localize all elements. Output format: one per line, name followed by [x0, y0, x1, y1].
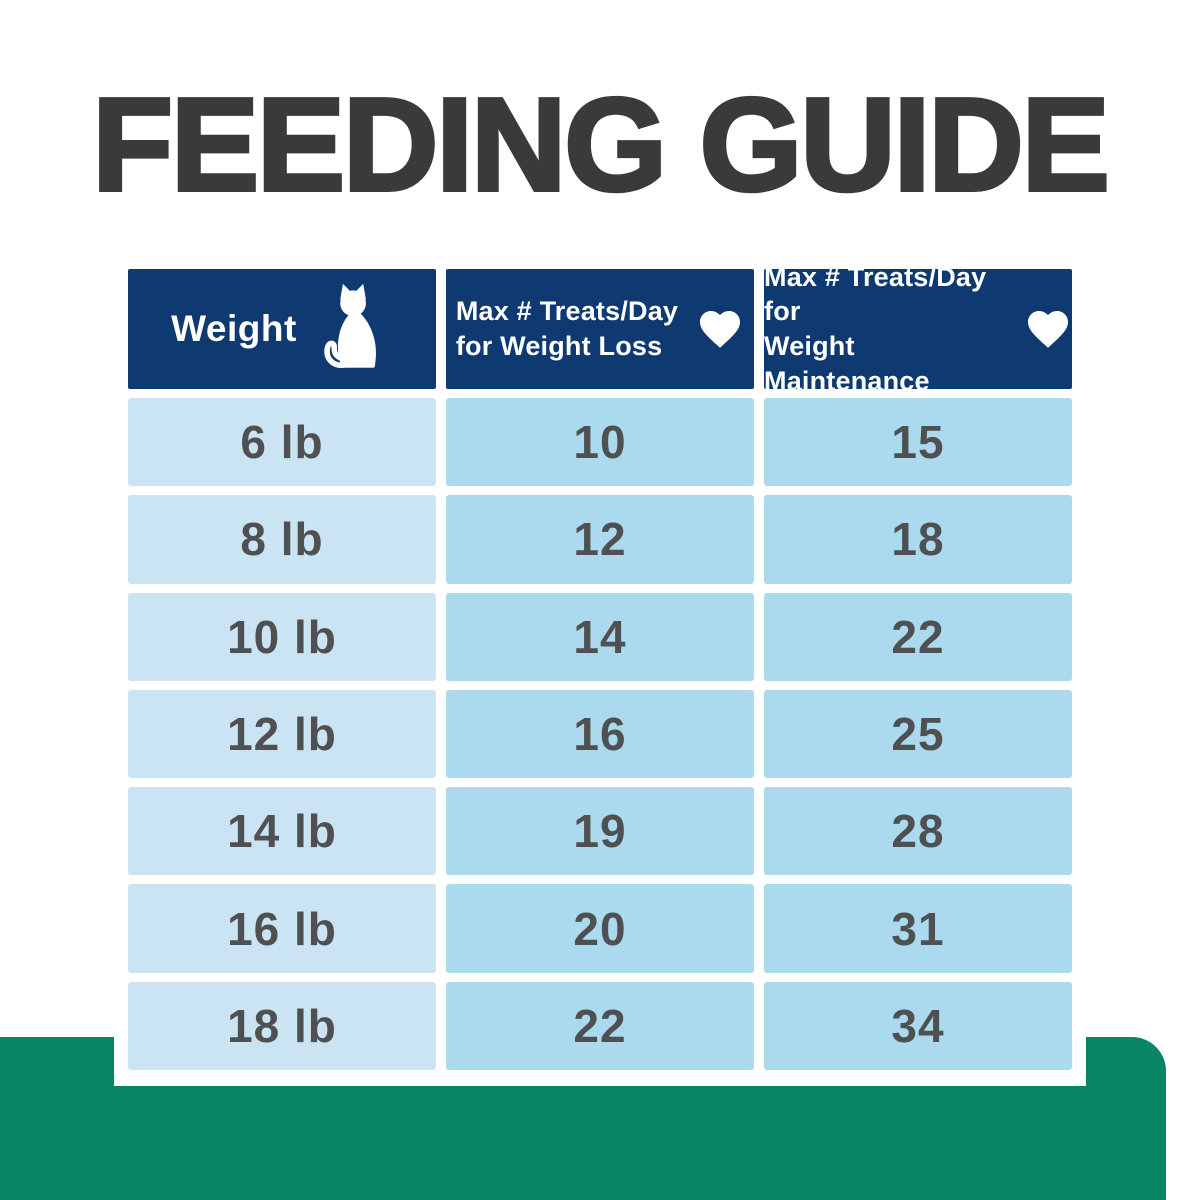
page-title: FEEDING GUIDE	[92, 71, 1108, 218]
weight-loss-cell: 12	[446, 495, 754, 583]
weight-loss-cell: 16	[446, 690, 754, 778]
header-cell-weight-loss	[446, 269, 754, 389]
weight-loss-cell: 20	[446, 884, 754, 972]
header-weight-label: Weight	[171, 308, 297, 349]
weight-cell: 18 lb	[128, 982, 436, 1070]
weight-cell: 16 lb	[128, 884, 436, 972]
weight-maintenance-cell: 22	[764, 593, 1072, 681]
weight-loss-cell: 14	[446, 593, 754, 681]
header-cell-weight	[128, 269, 436, 389]
header-weight-loss-label: Max # Treats/Day for Weight Loss	[455, 296, 679, 361]
feeding-guide-card	[114, 256, 1086, 1086]
weight-maintenance-cell: 31	[764, 884, 1072, 972]
weight-cell: 6 lb	[128, 398, 436, 486]
weight-loss-cell: 22	[446, 982, 754, 1070]
weight-maintenance-cell: 25	[764, 690, 1072, 778]
weight-cell: 14 lb	[128, 787, 436, 875]
weight-maintenance-cell: 15	[764, 398, 1072, 486]
weight-maintenance-cell: 28	[764, 787, 1072, 875]
weight-loss-cell: 10	[446, 398, 754, 486]
feeding-guide-table	[128, 261, 1072, 1070]
header-weight-maintenance-label: Max # Treats/Day for Weight Maintenance	[764, 261, 987, 396]
weight-cell: 8 lb	[128, 495, 436, 583]
heart-icon	[1024, 305, 1072, 353]
weight-cell: 12 lb	[128, 690, 436, 778]
cat-icon	[315, 283, 393, 375]
weight-loss-cell: 19	[446, 787, 754, 875]
heart-icon	[696, 305, 744, 353]
weight-cell: 10 lb	[128, 593, 436, 681]
header-cell-weight-maintenance	[764, 261, 1072, 396]
weight-maintenance-cell: 34	[764, 982, 1072, 1070]
weight-maintenance-cell: 18	[764, 495, 1072, 583]
